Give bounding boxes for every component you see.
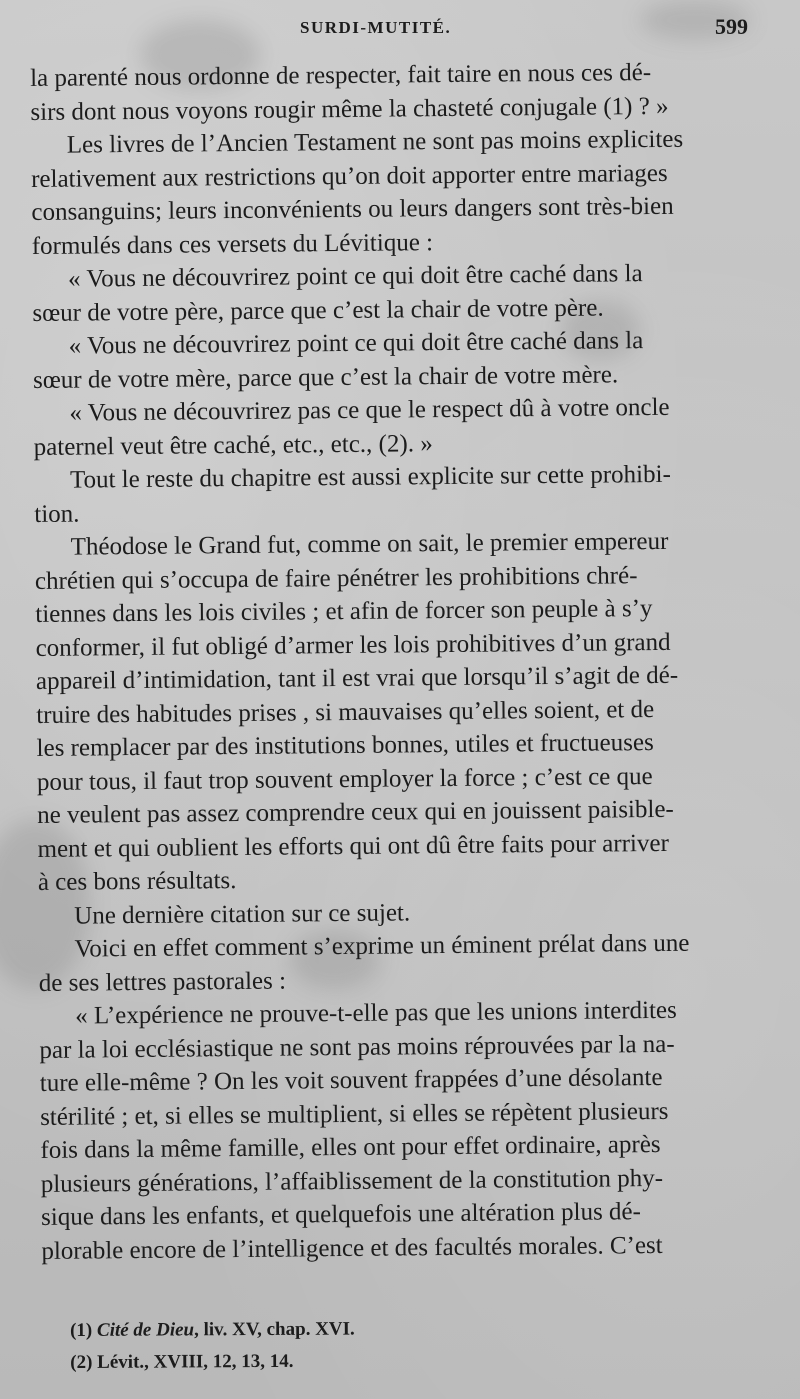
text-line: « Vous ne découvrirez pas ce que le respect dû à votre oncle <box>69 393 670 427</box>
text-line: sœur de votre père, parce que c’est la chair de votre père. <box>32 294 604 327</box>
text-line: formulés dans ces versets du Lévitique : <box>31 228 434 260</box>
footnote-text: Lévit., XVIII, 12, 13, 14. <box>97 1350 294 1373</box>
footnote-marker: (1) <box>70 1319 93 1341</box>
text-line: Une dernière citation sur ce sujet. <box>74 898 411 930</box>
text-line: plorable encore de l’intelligence et des facultés morales. C’est <box>41 1231 663 1265</box>
footnote <box>70 1343 770 1379</box>
text-line: tion. <box>34 500 80 528</box>
text-line: conformer, il fut obligé d’armer les lois prohibitives d’un grand <box>35 628 671 662</box>
text-line: de ses lettres pastorales : <box>38 967 287 997</box>
text-line: stérilité ; et, si elles se multiplient, si elles se répètent plusieurs <box>39 1097 669 1131</box>
text-line: par la loi ecclésiastique ne sont pas moins réprouvées par la na- <box>39 1030 675 1064</box>
running-title: SURDI-MUTITÉ. <box>300 18 452 37</box>
text-line: ne veulent pas assez comprendre ceux qui en jouissent paisible- <box>37 795 674 829</box>
text-line: « L’expérience ne prouve-t-elle pas que les unions interdites <box>75 996 677 1030</box>
text-line: Les livres de l’Ancien Testament ne sont pas moins explicites <box>66 125 684 159</box>
text-line: pour tous, il faut trop souvent employer la force ; c’est ce que <box>36 762 653 796</box>
text-line: Théodose le Grand fut, comme on sait, le premier empereur <box>70 527 669 561</box>
text-line: la parenté nous ordonne de respecter, fait taire en nous ces dé- <box>30 59 652 92</box>
text-line: ture elle-même ? On les voit souvent frappées d’une désolante <box>39 1063 663 1097</box>
text-line: « Vous ne découvrirez point ce qui doit être caché dans la <box>67 260 643 293</box>
text-line: les remplacer par des institutions bonnes, utiles et fructueuses <box>36 729 654 762</box>
text-line: tiennes dans les lois civiles ; et afin de forcer son peuple à s’y <box>35 595 653 628</box>
text-line: « Vous ne découvrirez point ce qui doit être caché dans la <box>68 327 644 360</box>
text-line: sirs dont nous voyons rougir même la chasteté conjugale (1) ? » <box>30 92 669 126</box>
text-line: plusieurs générations, l’affaiblissement de la constitution phy- <box>40 1164 664 1198</box>
running-header <box>0 12 800 52</box>
text-line: chrétien qui s’occupa de faire pénétrer les prohibitions chré- <box>34 561 638 595</box>
text-line: sœur de votre mère, parce que c’est la chair de votre mère. <box>32 360 619 394</box>
text-line: consanguins; leurs inconvénients ou leurs dangers sont très-bien <box>31 192 674 226</box>
page-number: 599 <box>715 14 748 39</box>
body-text <box>30 55 787 1268</box>
footnote-marker: (2) <box>70 1351 93 1373</box>
footnote <box>70 1311 770 1347</box>
text-line: truire des habitudes prises , si mauvaises qu’elles soient, et de <box>36 695 655 729</box>
text-line: fois dans la même famille, elles ont pour effet ordinaire, après <box>40 1130 661 1164</box>
text-line: appareil d’intimidation, tant il est vrai que lorsqu’il s’agit de dé- <box>35 661 679 695</box>
text-line: à ces bons résultats. <box>37 867 237 896</box>
footnote-reference: Cité de Dieu <box>96 1319 195 1341</box>
text-line: ment et qui oublient les efforts qui ont dû être faits pour arriver <box>37 829 669 863</box>
text-line: Voici en effet comment s’exprime un éminent prélat dans une <box>74 929 690 963</box>
text-line: sique dans les enfants, et quelquefois une altération plus dé- <box>40 1198 642 1231</box>
text-line: Tout le reste du chapitre est aussi explicite sur cette prohibi- <box>69 460 671 494</box>
text-line: paternel veut être caché, etc., etc., (2). » <box>33 429 433 461</box>
text-line: relativement aux restrictions qu’on doit apporter entre mariages <box>30 159 668 193</box>
footnotes <box>70 1311 770 1379</box>
footnote-text: , liv. XV, chap. XVI. <box>194 1318 355 1341</box>
